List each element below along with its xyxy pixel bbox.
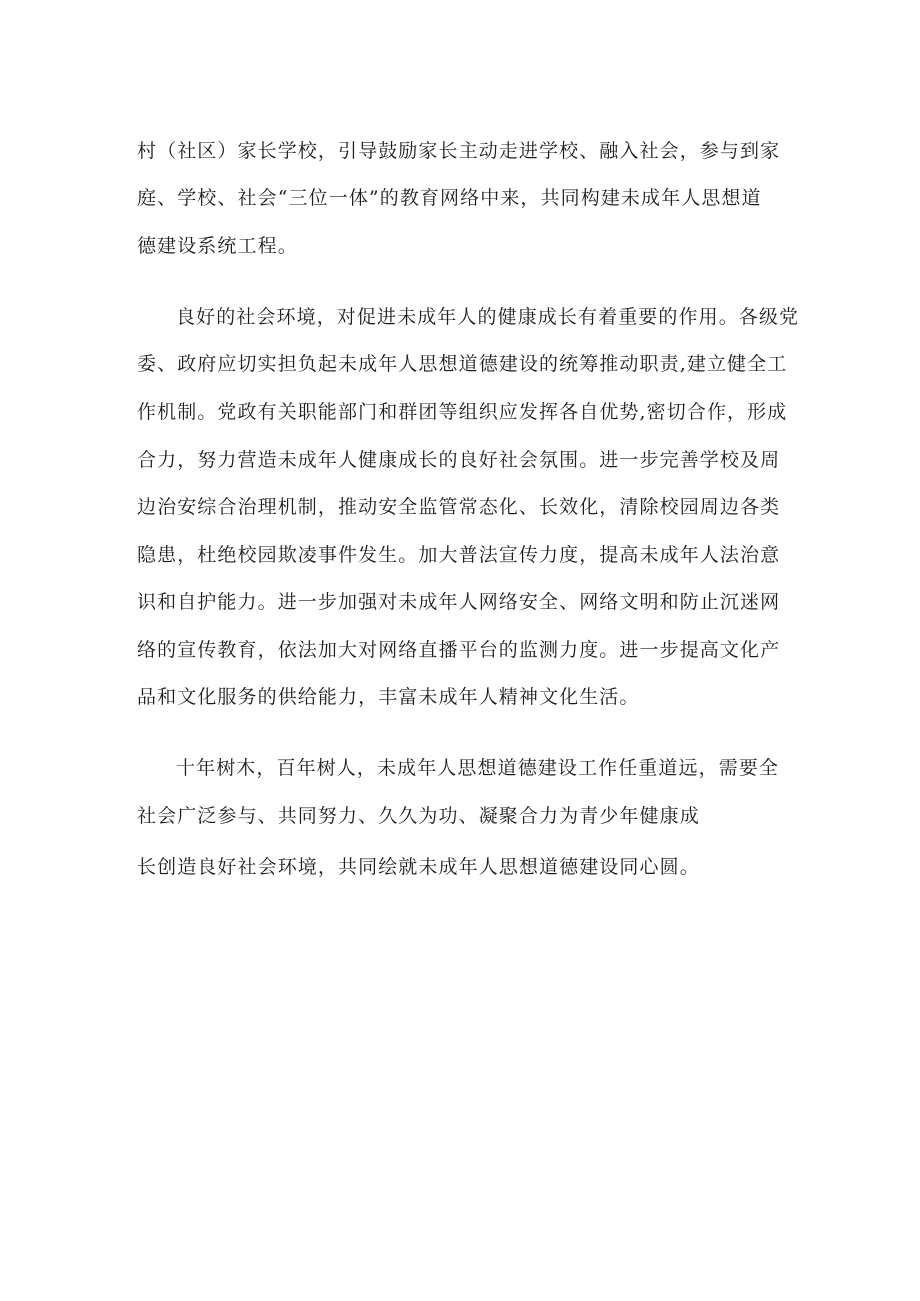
paragraph-2-line-7: 识和自护能力。进一步加强对未成年人网络安全、网络文明和防止沉迷网 [137, 591, 781, 613]
paragraph-2-line-8: 络的宣传教育，依法加大对网络直播平台的监测力度。进一步提高文化产 [137, 639, 781, 661]
paragraph-3-line-3: 长创造良好社会环境，共同绘就未成年人思想道德建设同心圆。 [137, 856, 700, 878]
paragraph-2-line-2: 委、政府应切实担负起未成年人思想道德建设的统筹推动职责,建立健全工 [137, 353, 788, 375]
paragraph-2-line-5: 边治安综合治理机制，推动安全监管常态化、长效化，清除校园周边各类 [137, 496, 781, 518]
paragraph-2-line-3: 作机制。党政有关职能部门和群团等组织应发挥各自优势,密切合作，形成 [137, 401, 788, 423]
paragraph-1-line-3: 德建设系统工程。 [137, 235, 298, 257]
paragraph-2-line-6: 隐患，杜绝校园欺凌事件发生。加大普法宣传力度，提高未成年人法治意 [137, 544, 781, 566]
paragraph-3-line-2: 社会广泛参与、共同努力、久久为功、凝聚合力为青少年健康成 [137, 805, 700, 827]
paragraph-3-line-1: 十年树木，百年树人，未成年人思想道德建设工作任重道远，需要全 [176, 757, 780, 779]
paragraph-2-line-1: 良好的社会环境，对促进未成年人的健康成长有着重要的作用。各级党 [176, 306, 800, 328]
paragraph-1-line-1: 村（社区）家长学校，引导鼓励家长主动走进学校、融入社会，参与到家 [137, 140, 781, 162]
paragraph-1-line-2: 庭、学校、社会“三位一体”的教育网络中来，共同构建未成年人思想道 [137, 187, 762, 209]
paragraph-2-line-9: 品和文化服务的供给能力，丰富未成年人精神文化生活。 [137, 686, 640, 708]
paragraph-2-line-4: 合力，努力营造未成年人健康成长的良好社会氛围。进一步完善学校及周 [137, 449, 781, 471]
